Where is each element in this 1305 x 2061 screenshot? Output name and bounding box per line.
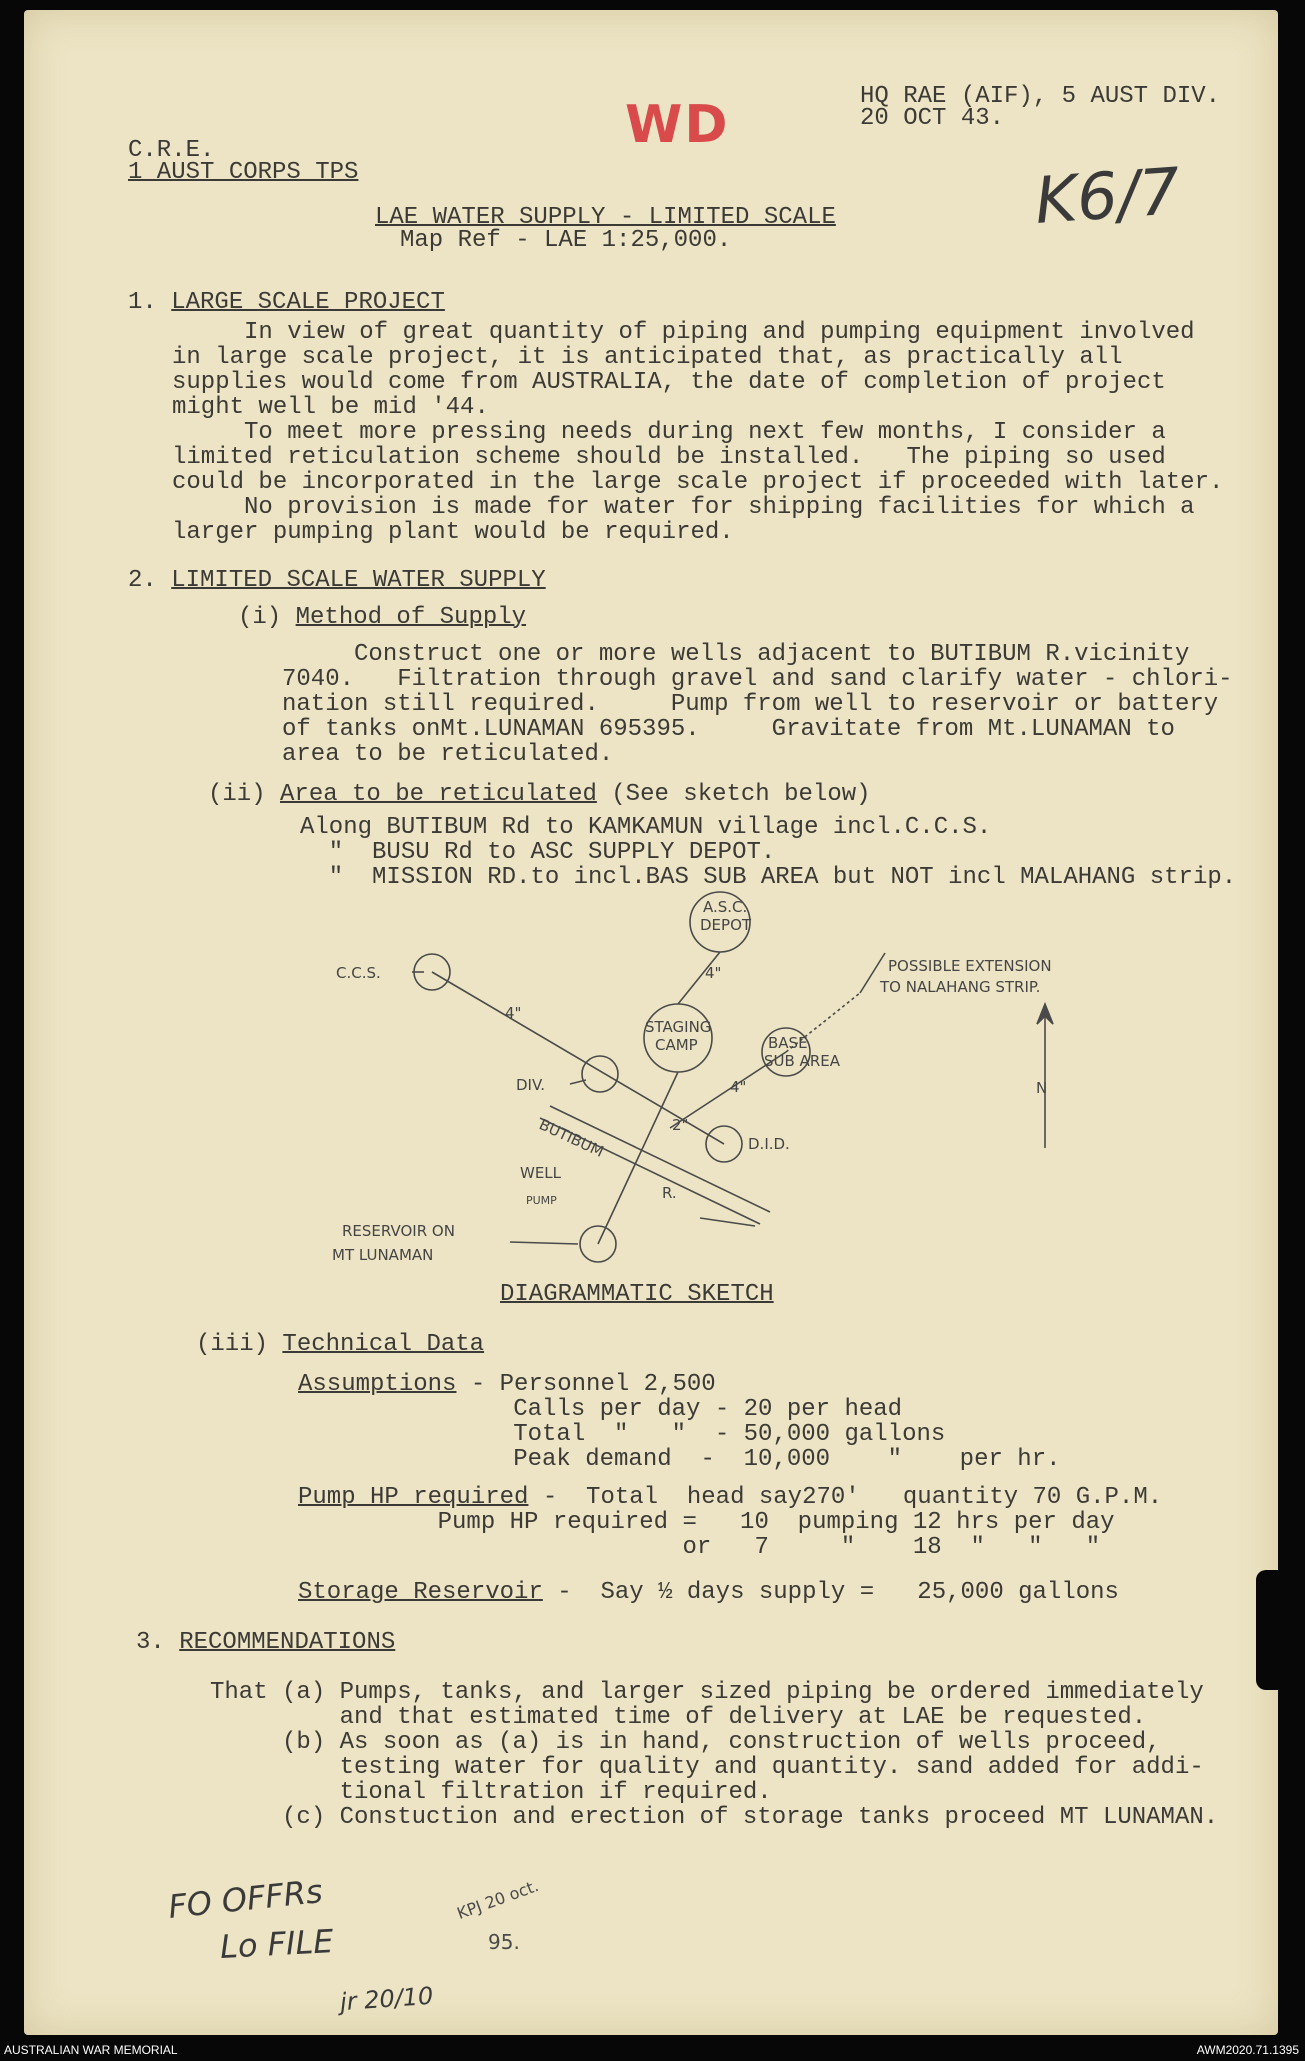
div-circle xyxy=(582,1056,618,1092)
pump-line-1: - Total head say270' quantity 70 G.P.M. xyxy=(528,1484,1163,1511)
pump-label: PUMP xyxy=(526,1194,557,1207)
assumptions-label: Assumptions xyxy=(298,1371,457,1398)
hq-line: HQ RAE (AIF), 5 AUST DIV. xyxy=(860,83,1221,110)
handwritten-fo-offrs: FO OFFRs xyxy=(166,1872,325,1926)
storage-reservoir-label: Storage Reservoir xyxy=(298,1579,543,1606)
base-sub-area-label-1: BASE xyxy=(768,1034,808,1052)
river-label: R. xyxy=(662,1184,677,1202)
text-line: 7040. Filtration through gravel and sand clarify water - chlori- xyxy=(282,666,1233,693)
asc-depot-label-2: DEPOT xyxy=(700,916,752,934)
pencil-kpj-note: KPJ 20 oct. xyxy=(454,1875,542,1924)
storage-block xyxy=(298,1580,1119,1605)
technical-data-heading: (iii) Technical Data xyxy=(196,1331,485,1358)
text-line: Construct one or more wells adjacent to BUTIBUM R.vicinity xyxy=(282,641,1190,668)
text-line: That (a) Pumps, tanks, and larger sized piping be ordered immediately xyxy=(210,1679,1204,1706)
staging-camp-label-1: STAGING xyxy=(645,1018,712,1036)
assumptions-line-1: - Personnel 2,500 xyxy=(456,1371,716,1398)
pump-hp-label: Pump HP required xyxy=(298,1484,529,1511)
technical-data-heading-text: Technical Data xyxy=(282,1331,485,1358)
pencil-number: 95. xyxy=(488,1930,520,1954)
area-reticulated-heading-text: Area to be reticulated xyxy=(280,781,597,808)
assumptions-block xyxy=(298,1372,716,1397)
footer-accession-number: AWM2020.71.1395 xyxy=(1196,2043,1299,2057)
text-line: " BUSU Rd to ASC SUPPLY DEPOT. xyxy=(300,839,776,866)
possible-extension-label-1: POSSIBLE EXTENSION xyxy=(888,957,1052,975)
asc-depot-label-1: A.S.C. xyxy=(703,898,748,916)
text-line: larger pumping plant would be required. xyxy=(172,519,734,546)
text-line: (b) As soon as (a) is in hand, construction of wells proceed, xyxy=(210,1729,1161,1756)
section-2-heading-text: LIMITED SCALE WATER SUPPLY xyxy=(171,567,546,594)
base-sub-area-label-2: SUB AREA xyxy=(764,1052,840,1070)
section-1-heading: 1. LARGE SCALE PROJECT xyxy=(128,289,445,316)
map-reference: Map Ref - LAE 1:25,000. xyxy=(400,227,732,254)
text-line: (c) Constuction and erection of storage tanks proceed MT LUNAMAN. xyxy=(210,1804,1219,1831)
paper-torn-edge xyxy=(1256,1570,1278,1690)
assumption-line: Peak demand - 10,000 " per hr. xyxy=(470,1446,1061,1473)
reservoir-label-2: MT LUNAMAN xyxy=(332,1246,434,1264)
text-line: No provision is made for water for shipping facilities for which a xyxy=(172,494,1195,521)
diagrammatic-sketch xyxy=(300,898,1180,1278)
pipe-size-4-asc: 4" xyxy=(705,964,722,982)
area-reticulated-note: (See sketch below) xyxy=(596,781,871,808)
pipe-size-2: 2" xyxy=(672,1116,689,1134)
text-line: supplies would come from AUSTRALIA, the date of completion of project xyxy=(172,369,1166,396)
assumption-line: Calls per day - 20 per head xyxy=(470,1396,903,1423)
text-line: of tanks onMt.LUNAMAN 695395. Gravitate from Mt.LUNAMAN to xyxy=(282,716,1175,743)
assumption-line: Total " " - 50,000 gallons xyxy=(470,1421,946,1448)
section-1-heading-text: LARGE SCALE PROJECT xyxy=(171,289,445,316)
section-3-heading-text: RECOMMENDATIONS xyxy=(179,1629,396,1656)
file-reference-handwritten: K6/7 xyxy=(1032,155,1183,239)
text-line: limited reticulation scheme should be installed. The piping so used xyxy=(172,444,1166,471)
date-line: 20 OCT 43. xyxy=(860,105,1005,132)
method-of-supply-heading-text: Method of Supply xyxy=(295,604,527,631)
area-reticulated-heading xyxy=(208,782,871,807)
document-title: LAE WATER SUPPLY - LIMITED SCALE xyxy=(375,204,836,231)
text-line: Along BUTIBUM Rd to KAMKAMUN village incl.C.C.S. xyxy=(300,814,992,841)
area-reticulated-num: (ii) xyxy=(208,781,281,808)
text-line: could be incorporated in the large scale project if proceeded with later. xyxy=(172,469,1224,496)
pump-line: or 7 " 18 " " " xyxy=(380,1534,1101,1561)
butibum-label: BUTIBUM xyxy=(536,1115,607,1161)
ccs-label: C.C.S. xyxy=(336,964,381,982)
addressee-line-1: C.R.E. xyxy=(128,137,215,164)
wd-stamp-handwritten: WD xyxy=(625,95,730,155)
well-label: WELL xyxy=(520,1164,562,1182)
section-3-heading: 3. RECOMMENDATIONS xyxy=(136,1629,396,1656)
div-label: DIV. xyxy=(516,1076,546,1094)
staging-camp-label-2: CAMP xyxy=(655,1036,698,1054)
pump-line: Pump HP required = 10 pumping 12 hrs per day xyxy=(380,1509,1115,1536)
text-line: nation still required. Pump from well to reservoir or battery xyxy=(282,691,1219,718)
footer-collection-name: AUSTRALIAN WAR MEMORIAL xyxy=(4,2043,178,2057)
handwritten-initials-date: jr 20/10 xyxy=(339,1981,435,2017)
text-line: To meet more pressing needs during next few months, I consider a xyxy=(172,419,1166,446)
pipe-size-4-base: 4" xyxy=(730,1078,747,1096)
storage-line: - Say ½ days supply = 25,000 gallons xyxy=(542,1579,1119,1606)
pipe-size-4-ccs: 4" xyxy=(505,1004,522,1022)
text-line: area to be reticulated. xyxy=(282,741,614,768)
possible-extension-label-2: TO NALAHANG STRIP. xyxy=(880,978,1041,996)
handwritten-to-file: Lo FILE xyxy=(219,1922,335,1966)
sketch-caption: DIAGRAMMATIC SKETCH xyxy=(500,1281,774,1308)
text-line: and that estimated time of delivery at LAE be requested. xyxy=(210,1704,1147,1731)
section-2-heading: 2. LIMITED SCALE WATER SUPPLY xyxy=(128,567,546,594)
text-line: in large scale project, it is anticipated that, as practically all xyxy=(172,344,1123,371)
text-line: testing water for quality and quantity. sand added for addi- xyxy=(210,1754,1204,1781)
reservoir-label-1: RESERVOIR ON xyxy=(342,1222,455,1240)
text-line: " MISSION RD.to incl.BAS SUB AREA but NOT incl MALAHANG strip. xyxy=(300,864,1237,891)
method-of-supply-heading: (i) Method of Supply xyxy=(238,604,527,631)
did-label: D.I.D. xyxy=(748,1135,790,1153)
pump-block xyxy=(298,1485,1162,1510)
text-line: might well be mid '44. xyxy=(172,394,489,421)
north-label: N xyxy=(1036,1079,1048,1097)
text-line: In view of great quantity of piping and pumping equipment involved xyxy=(172,319,1195,346)
text-line: tional filtration if required. xyxy=(210,1779,772,1806)
addressee-line-2: 1 AUST CORPS TPS xyxy=(128,159,359,186)
